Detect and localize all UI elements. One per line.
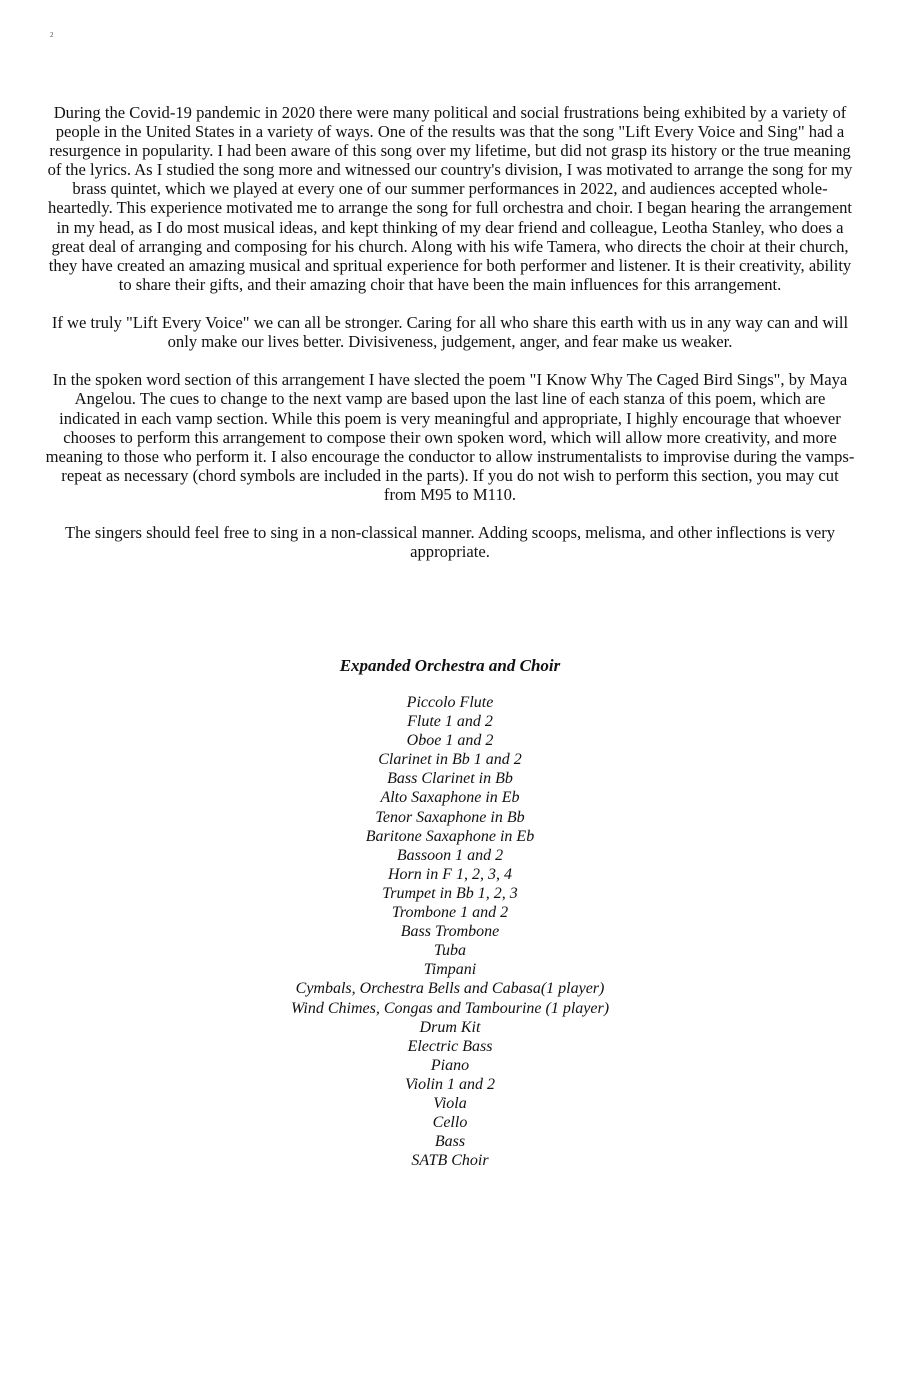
- instrument-item: Wind Chimes, Congas and Tambourine (1 player): [290, 999, 610, 1017]
- instrument-item: Bass Clarinet in Bb: [387, 770, 513, 788]
- instrument-item: Bass Trombone: [400, 923, 500, 941]
- instrument-item: Oboe 1 and 2: [406, 732, 494, 750]
- instrument-item: Piccolo Flute: [406, 694, 494, 711]
- instrument-item: Drum Kit: [419, 1018, 481, 1036]
- instrument-item: Flute 1 and 2: [407, 713, 493, 731]
- instrumentation-heading: Expanded Orchestra and Choir: [339, 656, 561, 675]
- instrument-item: Horn in F 1, 2, 3, 4: [388, 865, 512, 883]
- preface-text: [44, 103, 856, 580]
- instrument-item: Tenor Saxaphone in Bb: [375, 808, 525, 826]
- instrument-item: Timpani: [423, 961, 477, 979]
- instrument-item: Viola: [433, 1094, 467, 1112]
- instrument-item: Trombone 1 and 2: [391, 904, 509, 922]
- instrument-item: Bass: [434, 1133, 466, 1151]
- instrument-item: Piano: [430, 1056, 470, 1074]
- preface-paragraph-spoken-word: In the spoken word section of this arrangement I have slected the poem "I Know Why The Caged Bird Sings", by Maya Angelou. The cues to change to the next vamp are based upon the last line of each stanza of this poem, which are indicated in each vamp section. While this poem is very meaningful and appropriate, I highly encourage that whoever chooses to perform this arrangement to compose their own spoken word, which will allow more creativity, and more meaning to those who perform it. I also encourage the conductor to allow instrumentalists to improvise during the vamps-repeat as necessary (chord symbols are included in the parts). If you do not wish to perform this section, you may cut from M95 to M110.: [45, 370, 855, 504]
- preface-paragraph-voice: If we truly "Lift Every Voice" we can all be stronger. Caring for all who share this earth with us in any way can and will only make our lives better. Divisiveness, judgement, anger, and fear make us weaker.: [51, 313, 849, 352]
- instrument-item: Alto Saxaphone in Eb: [380, 789, 520, 807]
- instrument-item: Bassoon 1 and 2: [396, 846, 504, 864]
- page-number: 2: [50, 31, 54, 39]
- instrument-item: Cymbals, Orchestra Bells and Cabasa(1 player): [295, 980, 605, 998]
- instrument-item: Tuba: [433, 942, 466, 960]
- instrument-item: Clarinet in Bb 1 and 2: [378, 751, 522, 769]
- preface-paragraph-history: During the Covid-19 pandemic in 2020 there were many political and social frustrations being exhibited by a variety of people in the United States in a variety of ways. One of the results was that the song "Lift Every Voice and Sing" had a resurgence in popularity. I had been aware of this song over my lifetime, but did not grasp its history or the true meaning of the lyrics. As I studied the song more and witnessed our country's division, I was motivated to arrange the song for my brass quintet, which we played at every one of our summer performances in 2022, and audiences accepted whole-heartedly. This experience motivated me to arrange the song for full orchestra and choir. I began hearing the arrangement in my head, as I do most musical ideas, and kept thinking of my dear friend and colleague, Leotha Stanley, who does a great deal of arranging and composing for his church. Along with his wife Tamera, who directs the choir at their church, they have created an amazing musical and spritual experience for both performer and listener. It is their creativity, ability to share their gifts, and their amazing choir that have been the main influences for this arrangement.: [47, 103, 853, 294]
- instrument-item: Baritone Saxaphone in Eb: [365, 827, 535, 845]
- instrument-item: SATB Choir: [411, 1152, 489, 1170]
- preface-paragraph-singers: The singers should feel free to sing in a non-classical manner. Adding scoops, melisma, and other inflections is very appropriate.: [64, 523, 836, 562]
- instrument-item: Violin 1 and 2: [405, 1075, 495, 1093]
- instrument-list: [150, 693, 750, 1170]
- instrument-item: Cello: [432, 1114, 468, 1132]
- instrument-item: Trumpet in Bb 1, 2, 3: [382, 884, 518, 902]
- instrument-item: Electric Bass: [407, 1037, 493, 1055]
- instrumentation-section: [150, 655, 750, 1170]
